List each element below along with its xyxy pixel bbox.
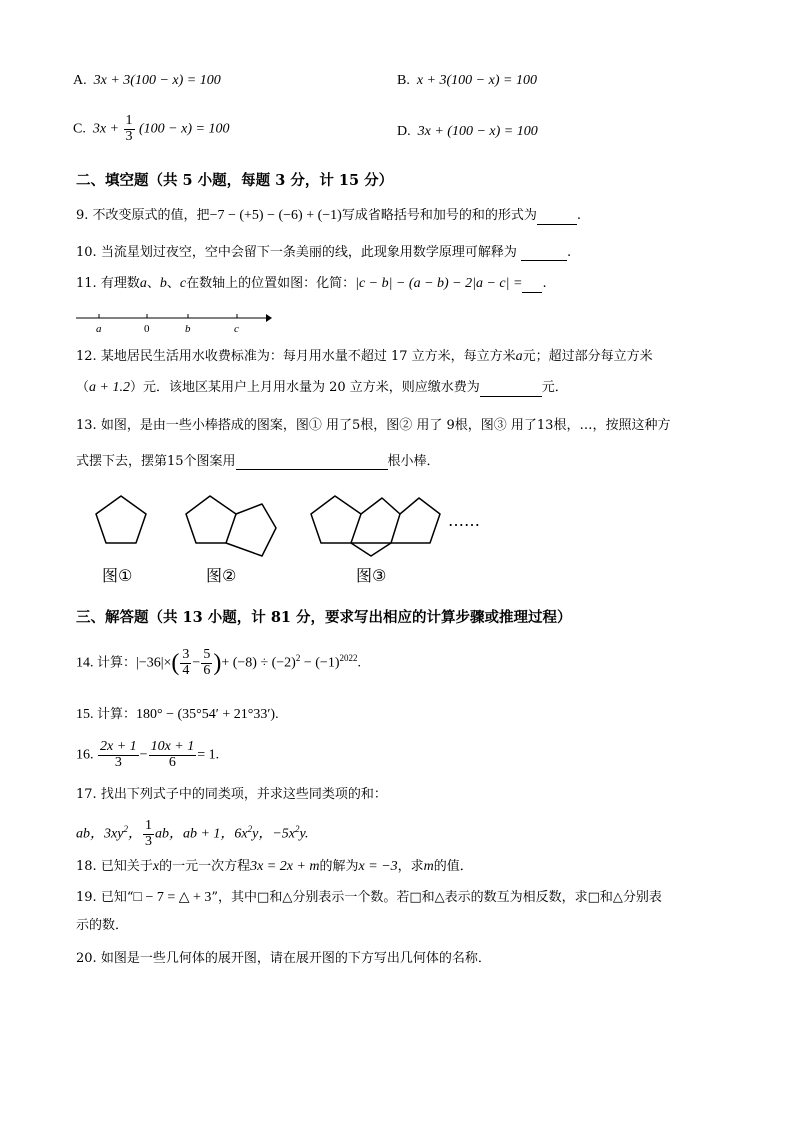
option-d-expr: 3x + (100 − x) = 100 <box>417 124 538 139</box>
answer-blank-10[interactable] <box>521 247 567 261</box>
question-10: 10. 当流星划过夜空，空中会留下一条美丽的线，此现象用数学原理可解释为 . <box>76 245 572 260</box>
option-c-label: C. <box>73 121 86 137</box>
numberline-label-b: b <box>185 323 191 335</box>
question-15: 15. 计算：180° − (35°54′ + 21°33′). <box>76 707 279 722</box>
option-c-pre: 3x + <box>92 121 120 137</box>
question-19-line1: 19. 已知“□ − 7 = △ + 3”，其中□和△分别表示一个数。若□和△表示的数互为相反数，求□和△分别表 <box>76 890 662 905</box>
question-13-line2: 式摆下去，摆第15个图案用 根小棒． <box>76 454 440 469</box>
question-12-line1: 12. 某地居民生活用水收费标准为：每月用水量不超过 17 立方米，每立方米a元；超过部分每立方米 <box>76 349 653 364</box>
question-11: 11. 有理数a、b、c在数轴上的位置如图：化简：|c − b| − (a − b) − 2|a − c| = . <box>76 276 547 291</box>
number-line <box>74 308 274 336</box>
answer-blank-12[interactable] <box>480 383 542 397</box>
option-a-expr: 3x + 3(100 − x) = 100 <box>93 73 221 88</box>
figure-label-2: 图② <box>206 566 237 585</box>
pentagon-figures <box>80 484 510 594</box>
answer-blank-11[interactable] <box>522 279 542 293</box>
question-17-terms: ab，$3xy^2$， $\frac{1}{3}$ ab，ab + 1，$6x^2y$，$-5x^2y$. <box>76 818 309 849</box>
option-c-post: (100 − x) = 100 <box>139 121 230 137</box>
question-14: 14. 计算：|−36|×( $\frac{3}{4}$ − $\frac{5}{6}$ )+ $(-8) \div (-2)^2 - (-1)^{2022}$. <box>76 647 361 678</box>
option-b-expr: x + 3(100 − x) = 100 <box>416 73 537 88</box>
answer-blank-9[interactable] <box>537 211 577 225</box>
section-3-title: 三、解答题（共 13 小题，计 81 分，要求写出相应的计算步骤或推理过程） <box>76 609 572 626</box>
question-9: 9. 不改变原式的值，把−7 − (+5) − (−6) + (−1)写成省略括号和加号的和的形式为 . <box>76 208 581 223</box>
option-d[interactable] <box>397 124 538 141</box>
question-19-line2: 示的数． <box>76 918 129 933</box>
question-20: 20. 如图是一些几何体的展开图，请在展开图的下方写出几何体的名称． <box>76 951 491 966</box>
question-12-line2: （a + 1.2）元．该地区某用户上月用水量为 20 立方米，则应缴水费为 元． <box>76 380 568 395</box>
option-a-label: A. <box>73 73 87 88</box>
figure-dots: …… <box>448 511 480 530</box>
question-18: 18. 已知关于x的一元一次方程3x = 2x + m的解为x = −3，求m的值． <box>76 859 473 874</box>
option-a[interactable] <box>73 73 221 90</box>
section-2-title: 二、填空题（共 5 小题，每题 3 分，计 15 分） <box>76 172 394 189</box>
numberline-label-a: a <box>96 323 102 335</box>
option-c-fraction: $\frac{1}{3}$ <box>125 113 133 144</box>
option-b-label: B. <box>397 73 410 88</box>
numberline-label-0: 0 <box>144 323 150 335</box>
figure-label-3: 图③ <box>356 566 387 585</box>
question-16: 16. $\frac{2x + 1}{3}$ − $\frac{10x + 1}{6}$ = 1. <box>76 739 220 770</box>
option-b[interactable] <box>397 73 537 90</box>
question-13-line1: 13. 如图，是由一些小棒搭成的图案，图① 用了5根，图② 用了 9根，图③ 用了13根，…，按照这种方 <box>76 418 671 433</box>
option-d-label: D. <box>397 124 411 139</box>
numberline-label-c: c <box>234 323 239 335</box>
figure-label-1: 图① <box>102 566 133 585</box>
question-17: 17. 找出下列式子中的同类项，并求这些同类项的和： <box>76 787 387 802</box>
option-c[interactable] <box>73 114 229 144</box>
answer-blank-13[interactable] <box>236 456 388 470</box>
